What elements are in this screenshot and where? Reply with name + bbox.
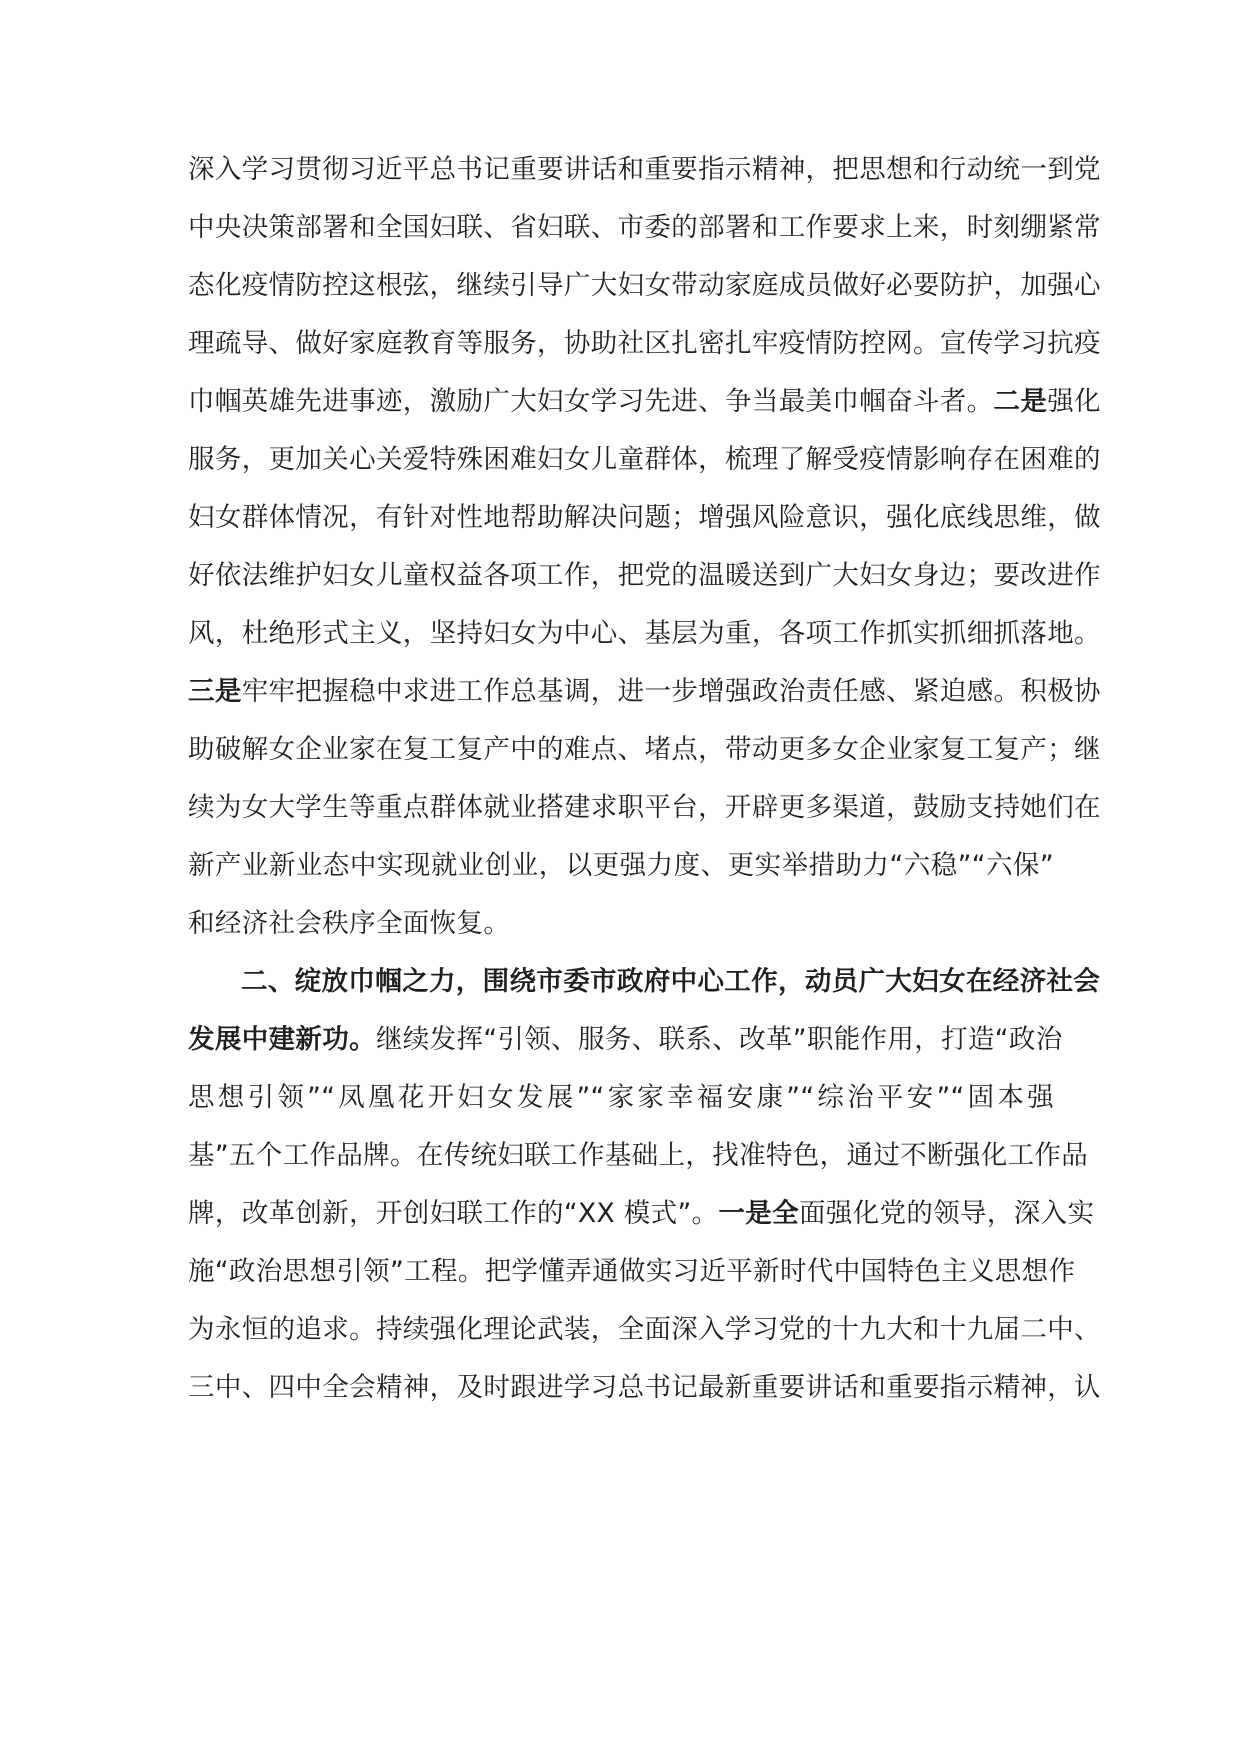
text-line: 妇女群体情况，有针对性地帮助解决问题；增强风险意识，强化底线思维，做 [188, 502, 1101, 533]
section-heading-line [188, 964, 1101, 1000]
text-line: 风，杜绝形式主义，坚持妇女为中心、基层为重，各项工作抓实抓细抓落地。 [188, 618, 1101, 649]
text-line: 三是牢牢把握稳中求进工作总基调，进一步增强政治责任感、紧迫感。积极协 [188, 676, 1101, 707]
text-line: 续为女大学生等重点群体就业搭建求职平台，开辟更多渠道，鼓励支持她们在 [188, 792, 1101, 823]
text-line: 理疏导、做好家庭教育等服务，协助社区扎密扎牢疫情防控网。宣传学习抗疫 [188, 328, 1101, 359]
text-line: 施“政治思想引领”工程。把学懂弄通做实习近平新时代中国特色主义思想作 [188, 1256, 1076, 1287]
text-line: 思想引领”“凤凰花开妇女发展”“家家幸福安康”“综治平安”“固本强 [188, 1082, 1054, 1113]
bold-marker: 一是全 [718, 1198, 799, 1229]
text-line: 新产业新业态中实现就业创业，以更强力度、更实举措助力“六稳”“六保” [188, 850, 1054, 881]
text-line: 深入学习贯彻习近平总书记重要讲话和重要指示精神，把思想和行动统一到党 [188, 154, 1101, 185]
text-line: 好依法维护妇女儿童权益各项工作，把党的温暖送到广大妇女身边；要改进作 [188, 560, 1101, 591]
text-line: 中央决策部署和全国妇联、省妇联、市委的部署和工作要求上来，时刻绷紧常 [188, 212, 1101, 243]
text-line: 助破解女企业家在复工复产中的难点、堵点，带动更多女企业家复工复产；继 [188, 734, 1101, 765]
text-line: 发展中建新功。继续发挥“引领、服务、联系、改革”职能作用，打造“政治 [188, 1024, 1063, 1055]
text-line: 服务，更加关心关爱特殊困难妇女儿童群体，梳理了解受疫情影响存在困难的 [188, 444, 1101, 475]
text-line: 三中、四中全会精神，及时跟进学习总书记最新重要讲话和重要指示精神，认 [188, 1372, 1101, 1403]
bold-marker: 三是 [188, 676, 242, 707]
text-line: 巾帼英雄先进事迹，激励广大妇女学习先进、争当最美巾帼奋斗者。二是强化 [188, 386, 1101, 417]
section-heading: 二、绽放巾帼之力，围绕市委市政府中心工作，动员广大妇女在经济社会 [241, 966, 1101, 997]
text-line: 基”五个工作品牌。在传统妇联工作基础上，找准特色，通过不断强化工作品 [188, 1140, 1089, 1171]
text-line: 为永恒的追求。持续强化理论武装，全面深入学习党的十九大和十九届二中、 [188, 1314, 1101, 1345]
section-heading-continued: 发展中建新功。 [188, 1024, 376, 1055]
bold-marker: 二是 [993, 386, 1048, 417]
text-line: 态化疫情防控这根弦，继续引导广大妇女带动家庭成员做好必要防护，加强心 [188, 270, 1101, 301]
text-line-paragraph-end: 和经济社会秩序全面恢复。 [188, 908, 511, 939]
text-line: 牌，改革创新，开创妇联工作的“XX 模式”。一是全面强化党的领导，深入实 [188, 1198, 1095, 1229]
